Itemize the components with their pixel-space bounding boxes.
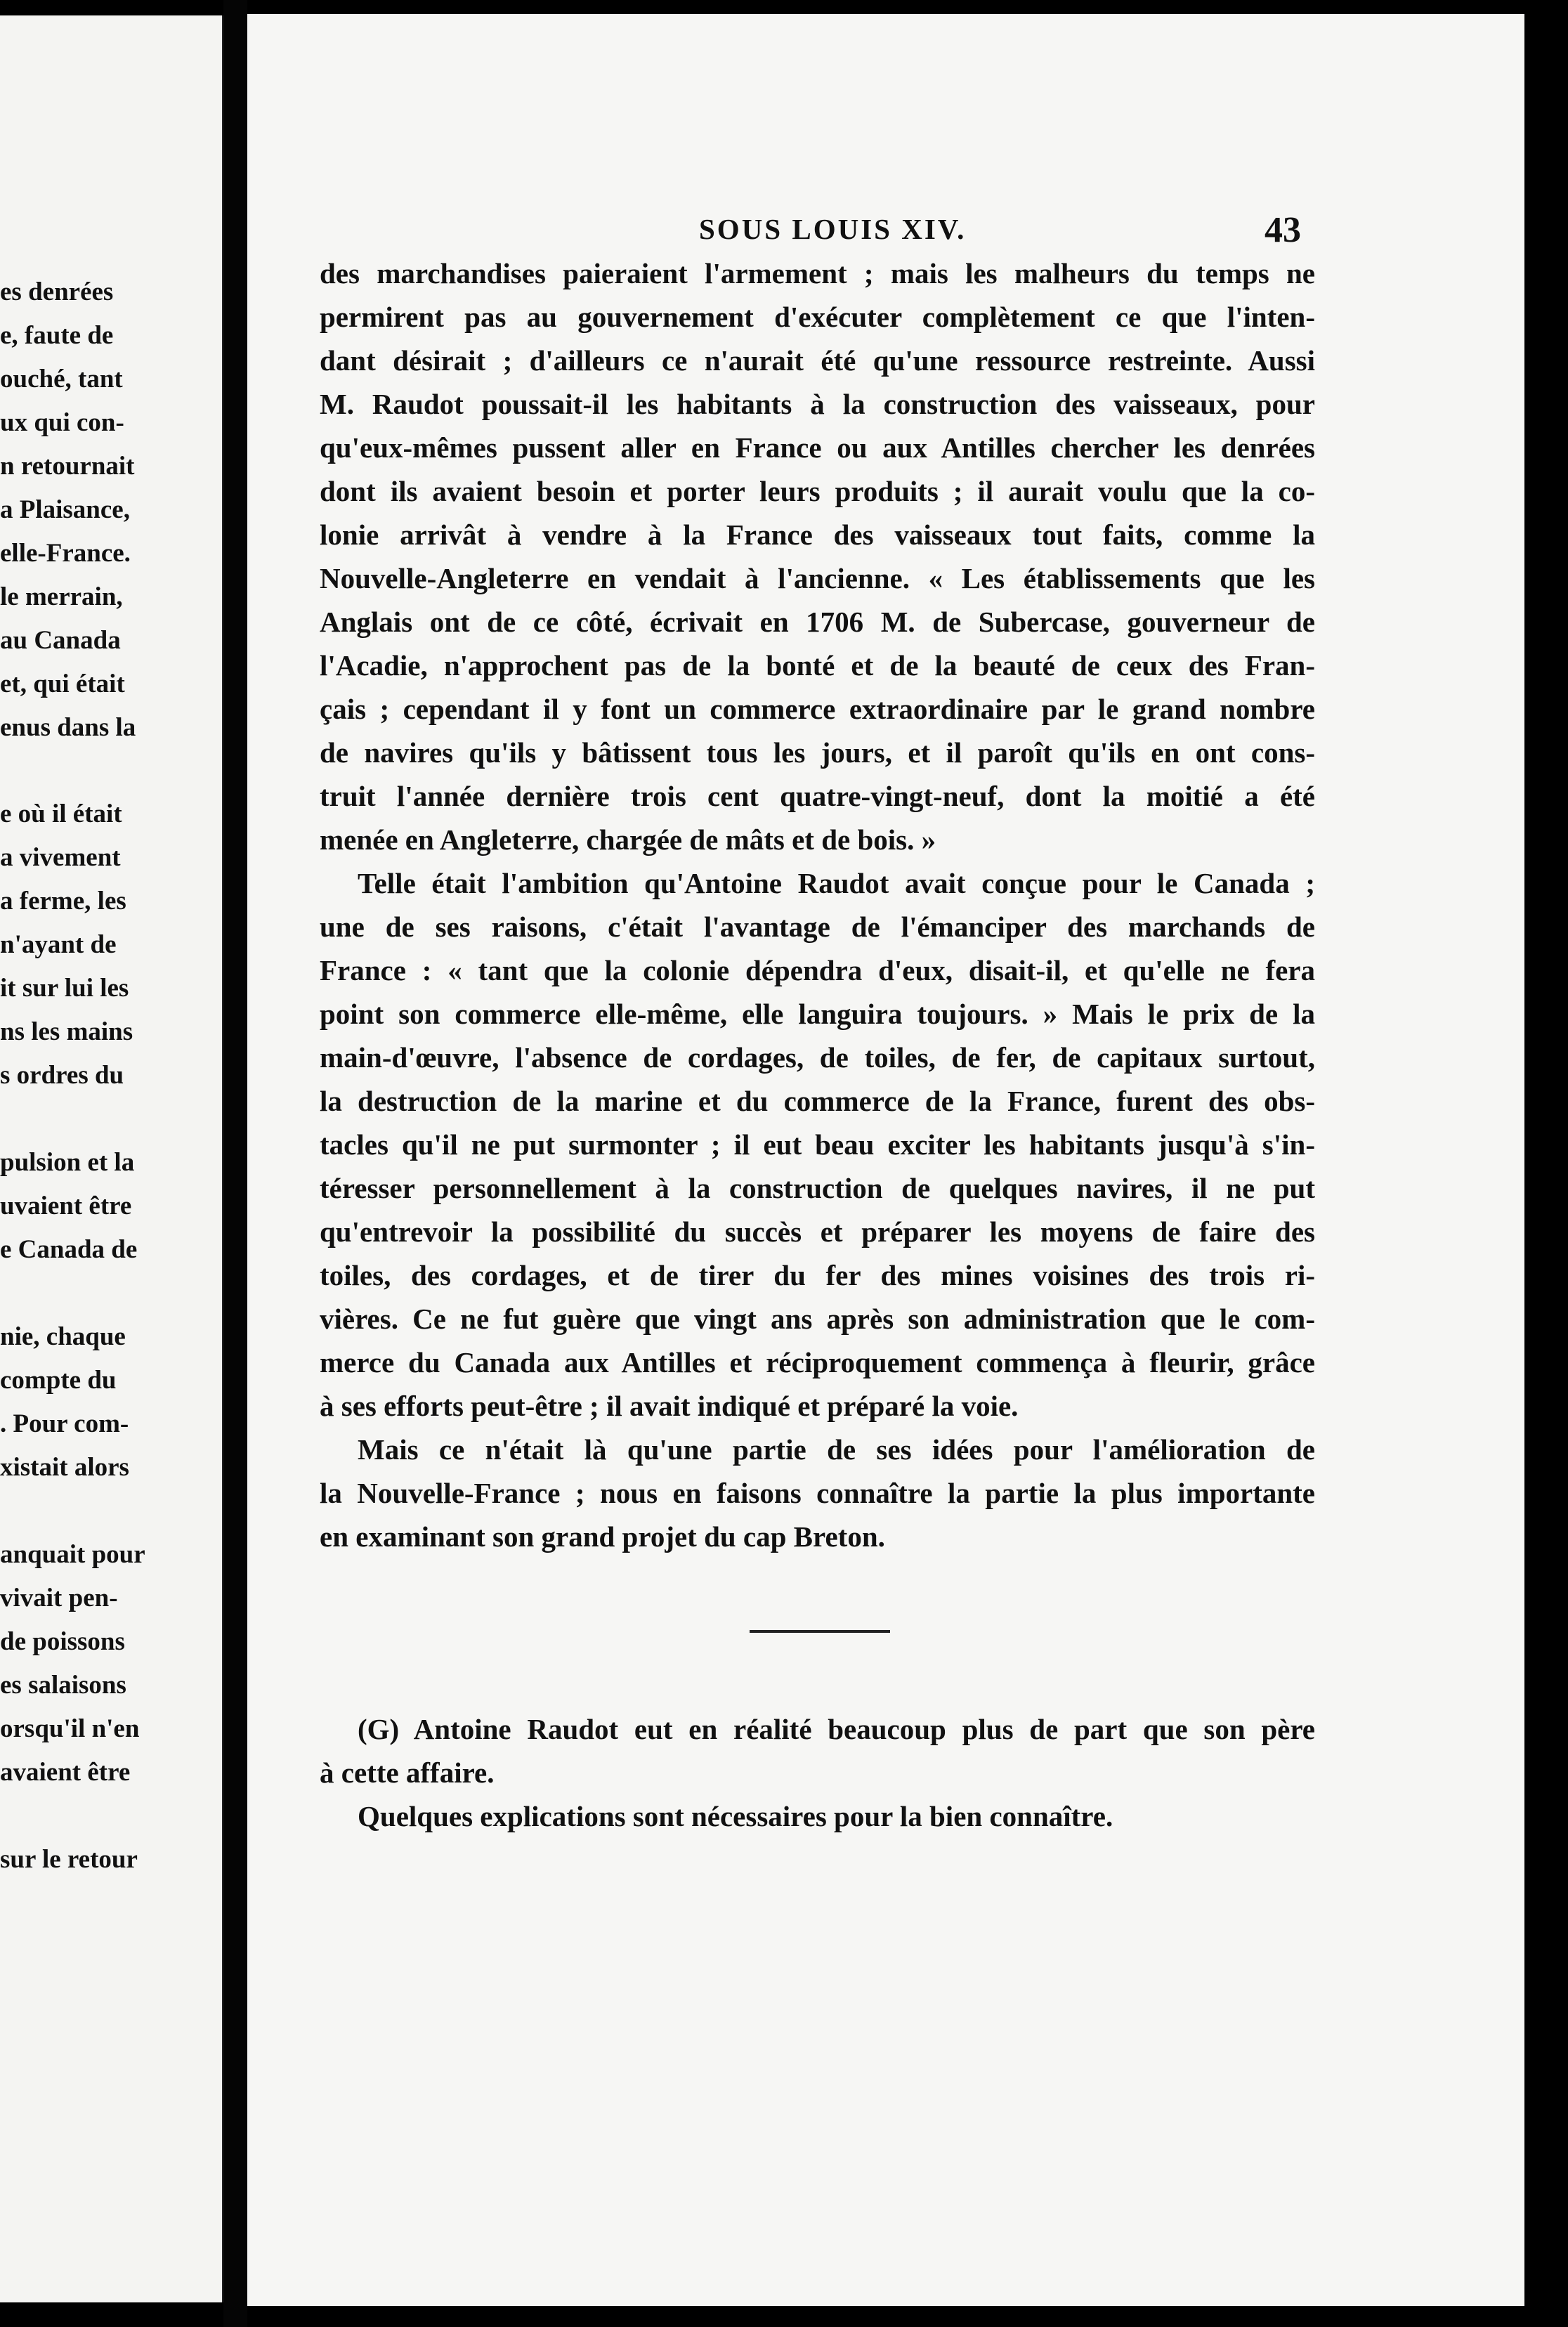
left-page-line: n retournait <box>0 452 135 481</box>
left-page-line: de poissons <box>0 1627 125 1656</box>
body-line: des marchandises paieraient l'armement ; mais les malheurs du temps ne <box>320 257 1315 289</box>
left-page-line: it sur lui les <box>0 974 129 1003</box>
body-line: l'Acadie, n'approchent pas de la bonté et de la beauté de ceux des Fran- <box>320 649 1315 682</box>
left-page-line: le merrain, <box>0 582 123 611</box>
body-line: vières. Ce ne fut guère que vingt ans après son administration que le com- <box>320 1303 1315 1335</box>
left-page-line: et, qui était <box>0 670 125 698</box>
left-page-line: a Plaisance, <box>0 495 130 524</box>
left-page-line: compte du <box>0 1366 117 1395</box>
left-page-line: pulsion et la <box>0 1148 135 1177</box>
body-line: une de ses raisons, c'était l'avantage de l'émanciper des marchands de <box>320 911 1315 943</box>
left-page-line: enus dans la <box>0 713 136 742</box>
left-page-line: a ferme, les <box>0 887 126 915</box>
left-page-line: ouché, tant <box>0 365 123 393</box>
left-page-line: ns les mains <box>0 1017 133 1046</box>
left-page-fragment <box>0 15 223 2302</box>
left-page-line: a vivement <box>0 843 121 872</box>
left-page-line: s ordres du <box>0 1061 124 1090</box>
left-page-line: nie, chaque <box>0 1322 126 1351</box>
left-page-line: es salaisons <box>0 1671 126 1700</box>
body-line: téresser personnellement à la construction de quelques navires, il ne put <box>320 1172 1315 1204</box>
left-page-line: orsqu'il n'en <box>0 1714 140 1743</box>
body-line: qu'eux-mêmes pussent aller en France ou aux Antilles chercher les denrées <box>320 431 1315 464</box>
body-line: point son commerce elle-même, elle languira toujours. » Mais le prix de la <box>320 998 1315 1030</box>
body-line: Anglais ont de ce côté, écrivait en 1706 M. de Subercase, gouverneur de <box>320 606 1315 638</box>
left-page-line: n'ayant de <box>0 930 117 959</box>
body-line: qu'entrevoir la possibilité du succès et préparer les moyens de faire des <box>320 1215 1315 1248</box>
left-page-line: e, faute de <box>0 321 114 350</box>
body-line: de navires qu'ils y bâtissent tous les jours, et il paroît qu'ils en ont cons- <box>320 736 1315 769</box>
left-page-line: ux qui con- <box>0 408 124 437</box>
body-line: merce du Canada aux Antilles et réciproquement commença à fleurir, grâce <box>320 1346 1315 1378</box>
left-page-line: au Canada <box>0 626 121 655</box>
scan-edge <box>1524 0 1568 2327</box>
body-line: en examinant son grand projet du cap Breton. <box>320 1520 885 1553</box>
left-page-line: uvaient être <box>0 1192 132 1220</box>
left-page-line: anquait pour <box>0 1540 145 1569</box>
body-line: çais ; cependant il y font un commerce extraordinaire par le grand nombre <box>320 693 1315 725</box>
body-line: menée en Angleterre, chargée de mâts et de bois. » <box>320 823 936 856</box>
page-number: 43 <box>1265 210 1301 250</box>
footnote-line: (G) Antoine Raudot eut en réalité beaucoup plus de part que son père <box>358 1713 1315 1745</box>
left-page-line: es denrées <box>0 278 114 306</box>
book-gutter <box>223 0 247 2327</box>
body-line: dant désirait ; d'ailleurs ce n'aurait été qu'une ressource restreinte. Aussi <box>320 344 1315 377</box>
body-line: Mais ce n'était là qu'une partie de ses idées pour l'amélioration de <box>358 1433 1315 1466</box>
body-line: M. Raudot poussait-il les habitants à la construction des vaisseaux, pour <box>320 388 1315 420</box>
left-page-line: sur le retour <box>0 1845 138 1874</box>
body-line: Nouvelle-Angleterre en vendait à l'ancienne. « Les établissements que les <box>320 562 1315 594</box>
left-page-line: avaient être <box>0 1758 131 1787</box>
left-page-line: xistait alors <box>0 1453 129 1482</box>
left-page-line: e où il était <box>0 800 122 828</box>
footnote-line: à cette affaire. <box>320 1756 495 1789</box>
body-line: à ses efforts peut-être ; il avait indiqué et préparé la voie. <box>320 1390 1019 1422</box>
left-page-line: e Canada de <box>0 1235 138 1264</box>
body-line: tacles qu'il ne put surmonter ; il eut beau exciter les habitants jusqu'à s'in- <box>320 1128 1315 1161</box>
left-page-line: vivait pen- <box>0 1584 118 1612</box>
body-line: la destruction de la marine et du commerce de la France, furent des obs- <box>320 1085 1315 1117</box>
footnote-separator-rule <box>750 1630 890 1633</box>
body-line: France : « tant que la colonie dépendra d'eux, disait-il, et qu'elle ne fera <box>320 954 1315 986</box>
body-line: main-d'œuvre, l'absence de cordages, de toiles, de fer, de capitaux surtout, <box>320 1041 1315 1074</box>
body-line: truit l'année dernière trois cent quatre-vingt-neuf, dont la moitié a été <box>320 780 1315 812</box>
body-line: toiles, des cordages, et de tirer du fer des mines voisines des trois ri- <box>320 1259 1315 1291</box>
body-line: dont ils avaient besoin et porter leurs produits ; il aurait voulu que la co- <box>320 475 1315 507</box>
body-line: permirent pas au gouvernement d'exécuter complètement ce que l'inten- <box>320 301 1315 333</box>
body-line: Telle était l'ambition qu'Antoine Raudot avait conçue pour le Canada ; <box>358 867 1315 899</box>
body-line: la Nouvelle-France ; nous en faisons connaître la partie la plus importante <box>320 1477 1315 1509</box>
running-title: SOUS LOUIS XIV. <box>699 213 967 245</box>
left-page-line: . Pour com- <box>0 1409 129 1438</box>
right-page <box>247 14 1524 2306</box>
body-line: lonie arrivât à vendre à la France des vaisseaux tout faits, comme la <box>320 519 1315 551</box>
footnote-line: Quelques explications sont nécessaires pour la bien connaître. <box>358 1800 1113 1832</box>
left-page-line: elle-France. <box>0 539 131 568</box>
